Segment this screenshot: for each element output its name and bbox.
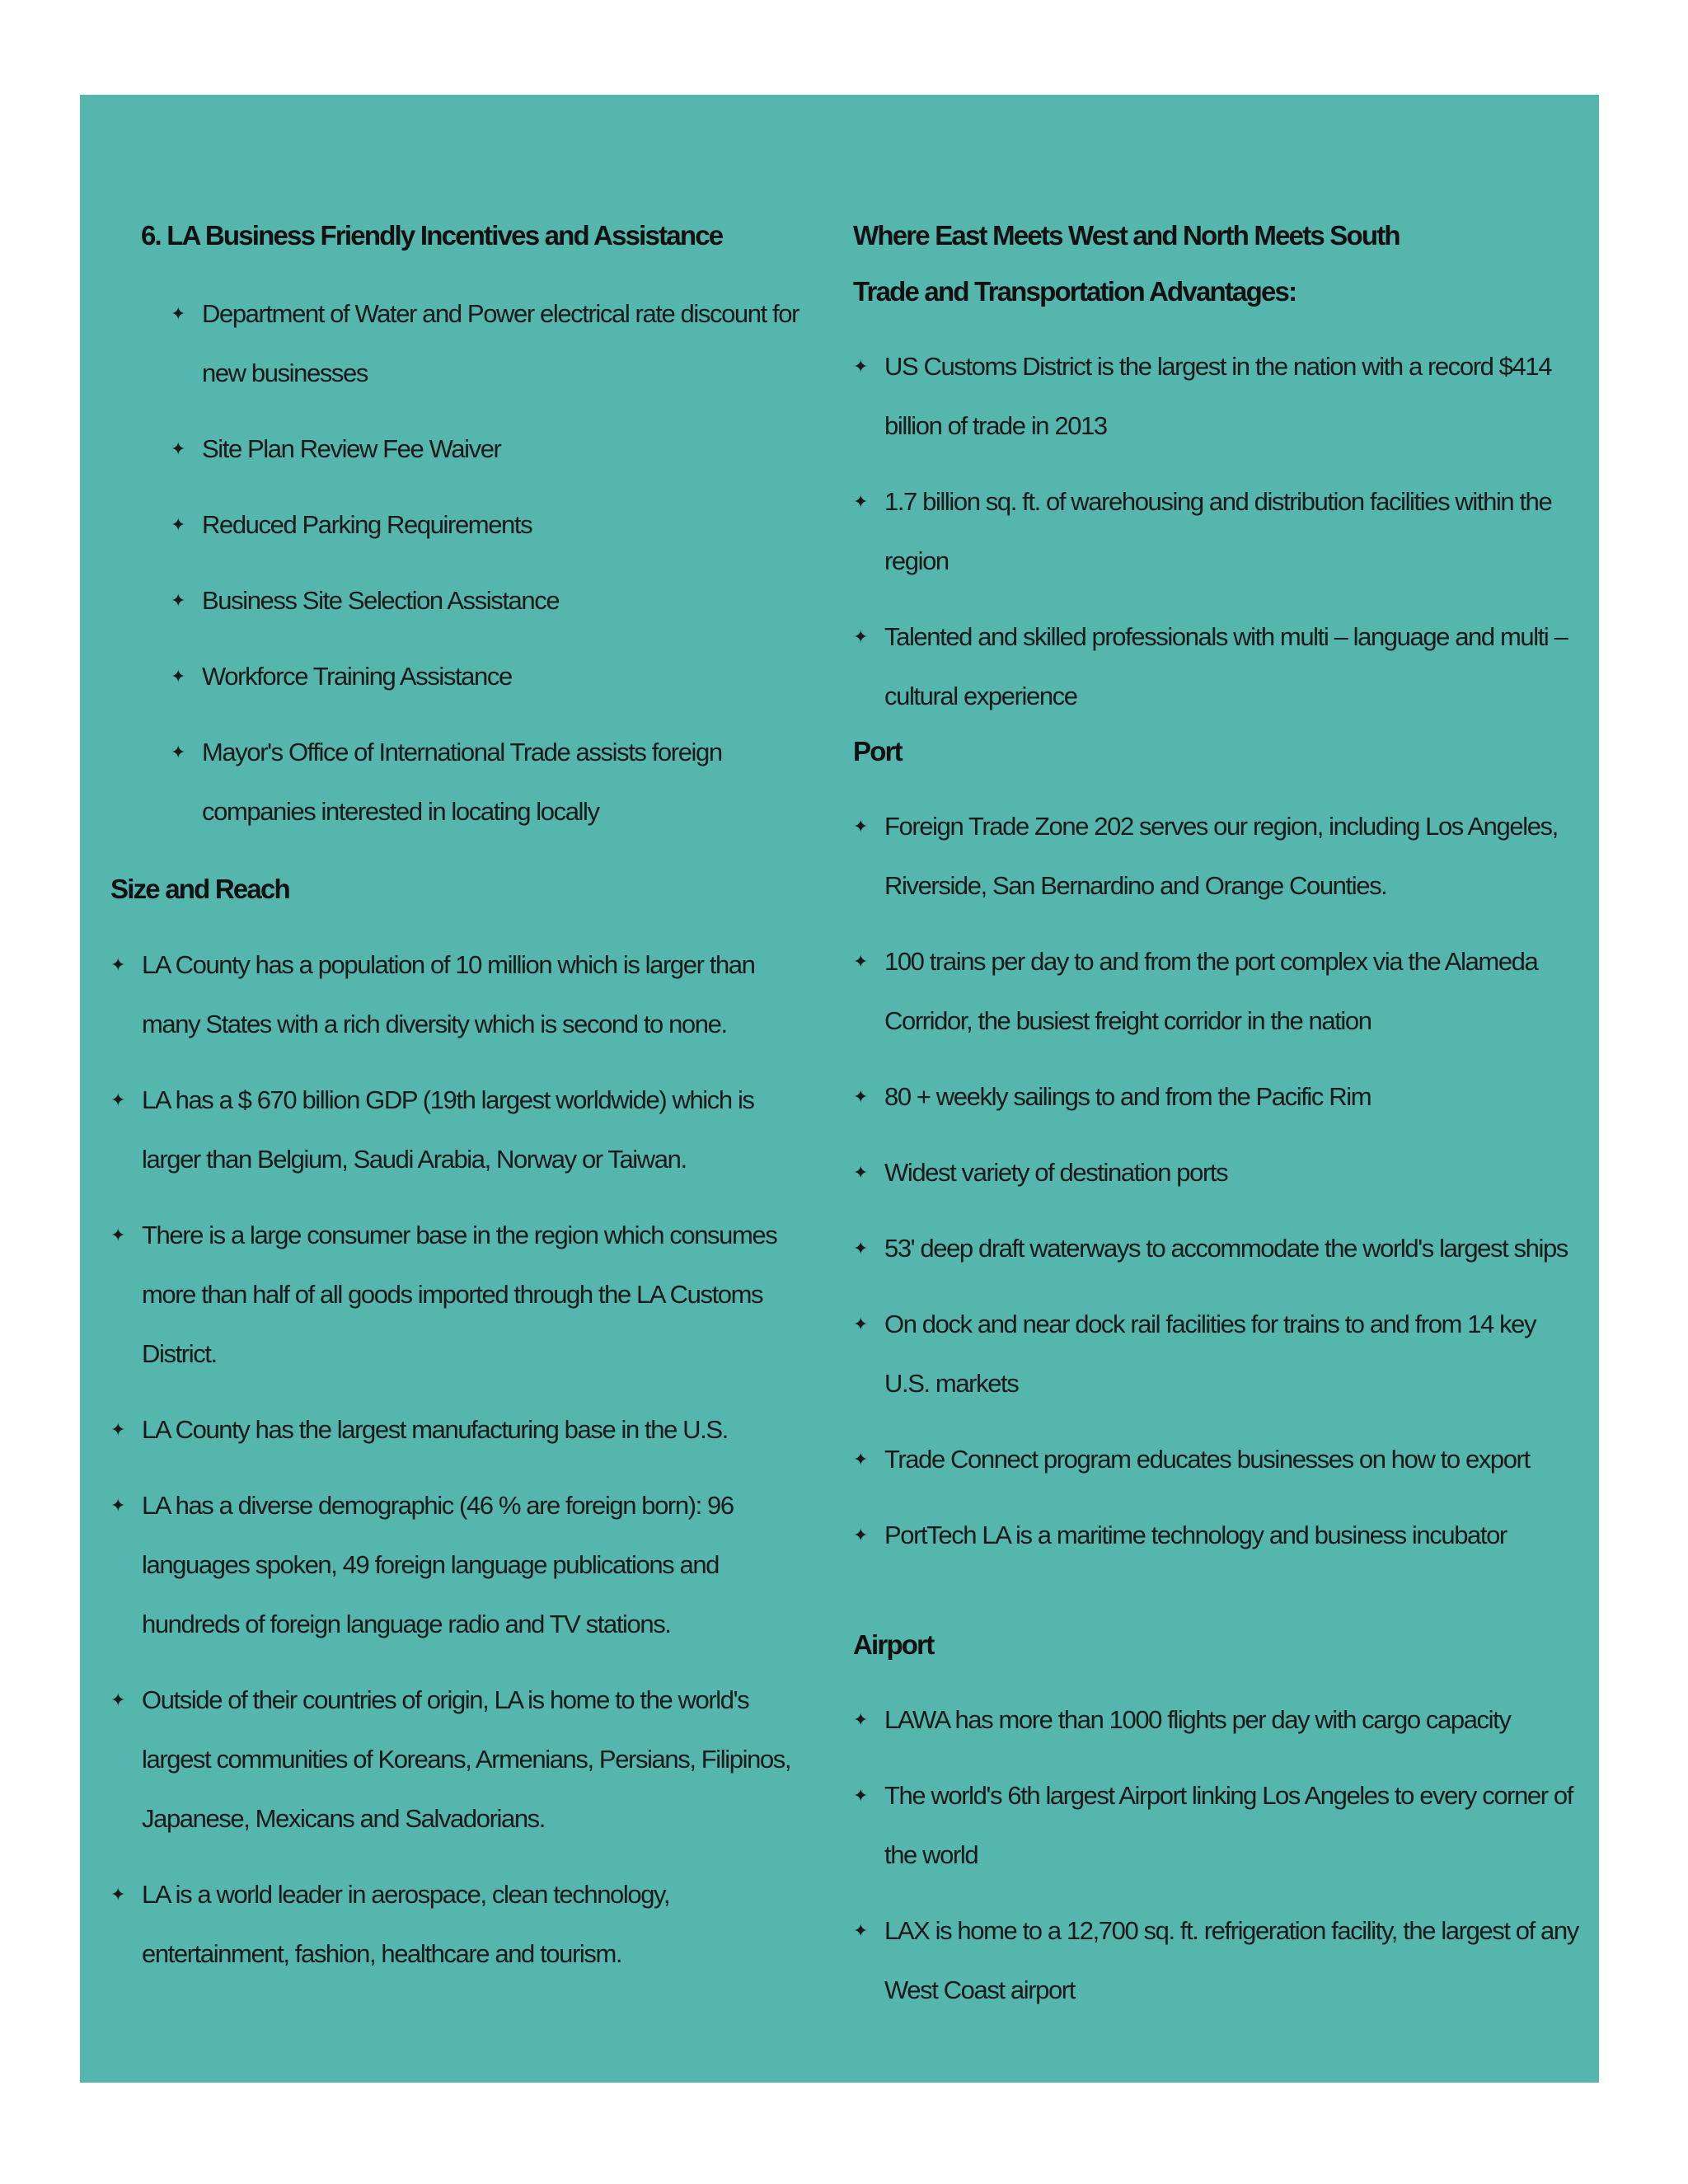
bullet-icon: ✦ [110, 1225, 125, 1245]
trade-heading: Trade and Transportation Advantages: [853, 276, 1296, 307]
list-item: ✦ Mayor's Office of International Trade assists foreign companies interested in locating locally [171, 723, 814, 841]
list-item: ✦ 53' deep draft waterways to accommodate the world's largest ships [853, 1219, 1578, 1278]
list-item: ✦ 80 + weekly sailings to and from the Pacific Rim [853, 1067, 1578, 1127]
list-item: ✦ Widest variety of destination ports [853, 1143, 1578, 1202]
airport-list [853, 1690, 1578, 2020]
bullet-icon: ✦ [853, 1086, 868, 1107]
bullet-icon: ✦ [110, 1419, 125, 1440]
bullet-icon: ✦ [853, 1525, 868, 1545]
bullet-icon: ✦ [171, 742, 185, 762]
bullet-icon: ✦ [853, 1920, 868, 1941]
list-item: ✦ LAWA has more than 1000 flights per day with cargo capacity [853, 1690, 1578, 1750]
content-panel [80, 95, 1599, 2083]
bullet-icon: ✦ [853, 1314, 868, 1334]
bullet-icon: ✦ [853, 951, 868, 972]
bullet-icon: ✦ [171, 590, 185, 611]
bullet-icon: ✦ [110, 1495, 125, 1516]
bullet-icon: ✦ [171, 303, 185, 324]
list-item: ✦ Outside of their countries of origin, LA is home to the world's largest communities of Koreans, Armenians, Persians, Filipinos, Japanese, Mexicans and Salvadorians. [110, 1671, 795, 1849]
airport-heading: Airport [853, 1629, 934, 1660]
bullet-icon: ✦ [171, 514, 185, 535]
bullet-icon: ✦ [110, 1884, 125, 1905]
bullet-icon: ✦ [853, 1162, 868, 1183]
list-item: ✦ US Customs District is the largest in the nation with a record $414 billion of trade in 2013 [853, 337, 1578, 456]
list-item: ✦ Reduced Parking Requirements [171, 495, 814, 555]
list-item: ✦ PortTech LA is a maritime technology and business incubator [853, 1506, 1578, 1565]
bullet-icon: ✦ [110, 1690, 125, 1710]
list-item: ✦ Business Site Selection Assistance [171, 571, 814, 630]
list-item: ✦ The world's 6th largest Airport linking Los Angeles to every corner of the world [853, 1766, 1578, 1885]
bullet-icon: ✦ [853, 1238, 868, 1258]
list-item: ✦ There is a large consumer base in the region which consumes more than half of all goods imported through the LA Customs District. [110, 1206, 795, 1384]
size-reach-list [110, 935, 795, 1984]
list-item: ✦ Workforce Training Assistance [171, 647, 814, 706]
list-item: ✦ LA County has a population of 10 million which is larger than many States with a rich diversity which is second to none. [110, 935, 795, 1054]
list-item: ✦ LA has a $ 670 billion GDP (19th largest worldwide) which is larger than Belgium, Saudi Arabia, Norway or Taiwan. [110, 1071, 795, 1189]
list-item: ✦ Foreign Trade Zone 202 serves our region, including Los Angeles, Riverside, San Bernardino and Orange Counties. [853, 797, 1578, 916]
list-item: ✦ On dock and near dock rail facilities for trains to and from 14 key U.S. markets [853, 1295, 1578, 1413]
list-item: ✦ Department of Water and Power electrical rate discount for new businesses [171, 284, 814, 403]
list-item: ✦ LA County has the largest manufacturing base in the U.S. [110, 1400, 795, 1460]
bullet-icon: ✦ [171, 438, 185, 459]
port-heading: Port [853, 736, 902, 766]
list-item: ✦ Talented and skilled professionals with multi – language and multi – cultural experience [853, 607, 1578, 726]
list-item: ✦ LA has a diverse demographic (46 % are foreign born): 96 languages spoken, 49 foreign language publications and hundreds of foreign language radio and TV stations. [110, 1476, 795, 1654]
bullet-icon: ✦ [853, 356, 868, 377]
where-heading: Where East Meets West and North Meets South [853, 220, 1400, 251]
bullet-icon: ✦ [110, 1090, 125, 1110]
bullet-icon: ✦ [110, 954, 125, 975]
trade-list [853, 337, 1578, 726]
list-item: ✦ Site Plan Review Fee Waiver [171, 419, 814, 479]
bullet-icon: ✦ [853, 626, 868, 647]
incentives-heading: 6. LA Business Friendly Incentives and Assistance [141, 220, 723, 251]
bullet-icon: ✦ [171, 666, 185, 687]
bullet-icon: ✦ [853, 491, 868, 512]
list-item: ✦ 1.7 billion sq. ft. of warehousing and distribution facilities within the region [853, 472, 1578, 591]
list-item: ✦ 100 trains per day to and from the port complex via the Alameda Corridor, the busiest freight corridor in the nation [853, 932, 1578, 1051]
bullet-icon: ✦ [853, 1709, 868, 1730]
bullet-icon: ✦ [853, 816, 868, 837]
size-reach-heading: Size and Reach [110, 874, 289, 904]
port-list [853, 797, 1578, 1565]
bullet-icon: ✦ [853, 1785, 868, 1806]
incentives-list [171, 284, 814, 841]
bullet-icon: ✦ [853, 1449, 868, 1469]
list-item: ✦ Trade Connect program educates businesses on how to export [853, 1430, 1578, 1489]
list-item: ✦ LAX is home to a 12,700 sq. ft. refrigeration facility, the largest of any West Coast airport [853, 1901, 1578, 2020]
list-item: ✦ LA is a world leader in aerospace, clean technology, entertainment, fashion, healthcare and tourism. [110, 1865, 795, 1984]
